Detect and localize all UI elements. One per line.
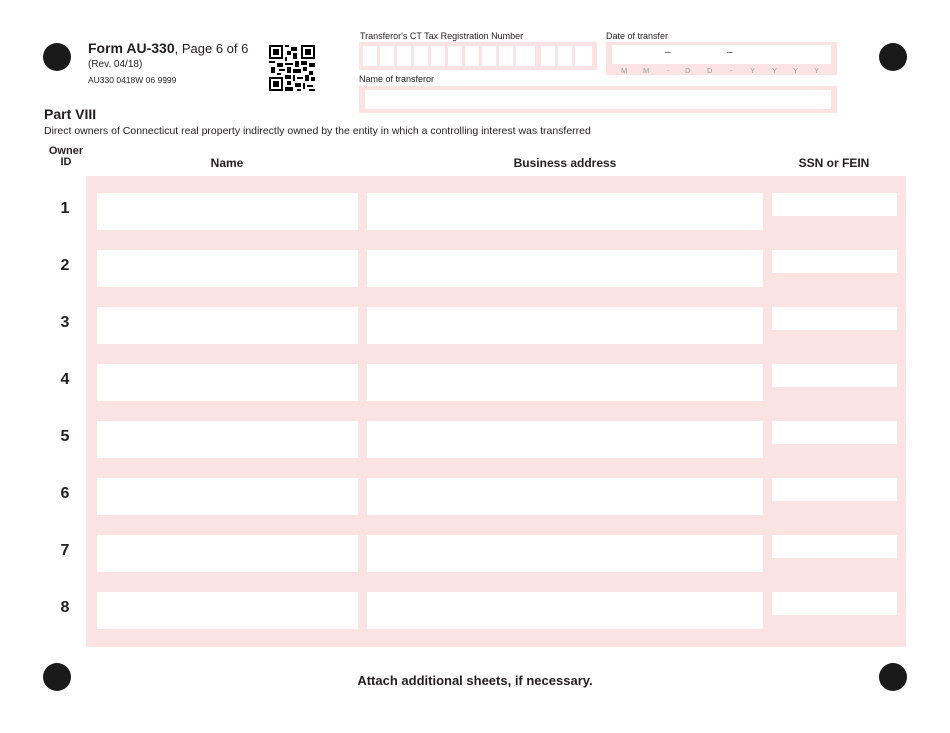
owner-address-input-4[interactable] [367, 364, 763, 401]
owner-name-input-7[interactable] [97, 535, 358, 572]
owner-id-4: 4 [60, 371, 70, 388]
date-separator-2: – [727, 47, 733, 58]
date-hint-y2: Y [772, 66, 778, 75]
owner-id-8: 8 [60, 599, 70, 616]
owner-name-input-6[interactable] [97, 478, 358, 515]
name-header: Name [210, 156, 244, 170]
owner-id-header: Owner ID [48, 145, 84, 168]
date-hint-y4: Y [814, 66, 820, 75]
date-hint-d1: D [685, 66, 691, 75]
owner-address-input-5[interactable] [367, 421, 763, 458]
owner-ssn-input-4[interactable] [772, 364, 897, 387]
owner-name-input-4[interactable] [97, 364, 358, 401]
owner-ssn-input-7[interactable] [772, 535, 897, 558]
form-code: AU330 0418W 06 9999 [88, 75, 177, 85]
owner-name-input-3[interactable] [97, 307, 358, 344]
form-title [88, 40, 248, 56]
date-hint-sep1: - [667, 66, 670, 75]
tax-reg-label: Transferor's CT Tax Registration Number [360, 31, 524, 41]
form-name: Form AU-330 [88, 40, 175, 56]
owner-address-input-3[interactable] [367, 307, 763, 344]
date-hint-m2: M [643, 66, 650, 75]
registration-mark-top-left [43, 43, 71, 71]
part-title: Part VIII [44, 106, 97, 122]
owner-address-input-1[interactable] [367, 193, 763, 230]
transferor-name-label: Name of transferor [359, 74, 435, 84]
owner-ssn-input-3[interactable] [772, 307, 897, 330]
owner-id-1: 1 [60, 200, 70, 217]
ssn-fein-header: SSN or FEIN [798, 156, 870, 170]
owner-address-input-8[interactable] [367, 592, 763, 629]
date-hint-y3: Y [793, 66, 799, 75]
date-hint-sep2: - [730, 66, 733, 75]
form-revision: (Rev. 04/18) [88, 59, 143, 70]
page-info: , Page 6 of 6 [174, 41, 249, 56]
owner-id-2: 2 [60, 257, 70, 274]
owner-address-input-2[interactable] [367, 250, 763, 287]
date-separator-1: – [665, 47, 671, 58]
registration-mark-top-right [879, 43, 907, 71]
part-description: Direct owners of Connecticut real property indirectly owned by the entity in which a controlling interest was transferred [44, 125, 591, 137]
owner-name-input-8[interactable] [97, 592, 358, 629]
owner-name-input-5[interactable] [97, 421, 358, 458]
business-address-header: Business address [513, 156, 617, 170]
owner-ssn-input-1[interactable] [772, 193, 897, 216]
owner-id-3: 3 [60, 314, 70, 331]
owners-table [86, 176, 906, 647]
owner-ssn-input-6[interactable] [772, 478, 897, 501]
owner-address-input-6[interactable] [367, 478, 763, 515]
date-hint-m1: M [621, 66, 628, 75]
owner-name-input-1[interactable] [97, 193, 358, 230]
transferor-name-field[interactable] [359, 86, 837, 113]
qr-code-icon [269, 45, 315, 91]
owner-ssn-input-2[interactable] [772, 250, 897, 273]
date-hint-d2: D [707, 66, 713, 75]
owner-ssn-input-8[interactable] [772, 592, 897, 615]
owner-name-input-2[interactable] [97, 250, 358, 287]
attach-sheets-note: Attach additional sheets, if necessary. [357, 673, 593, 688]
tax-reg-number-field[interactable] [359, 42, 597, 70]
owner-id-6: 6 [60, 485, 70, 502]
date-of-transfer-field[interactable] [606, 42, 837, 75]
date-hint-y1: Y [750, 66, 756, 75]
owner-id-5: 5 [60, 428, 70, 445]
owner-address-input-7[interactable] [367, 535, 763, 572]
owner-ssn-input-5[interactable] [772, 421, 897, 444]
date-of-transfer-label: Date of transfer [606, 31, 669, 41]
owner-id-7: 7 [60, 542, 70, 559]
